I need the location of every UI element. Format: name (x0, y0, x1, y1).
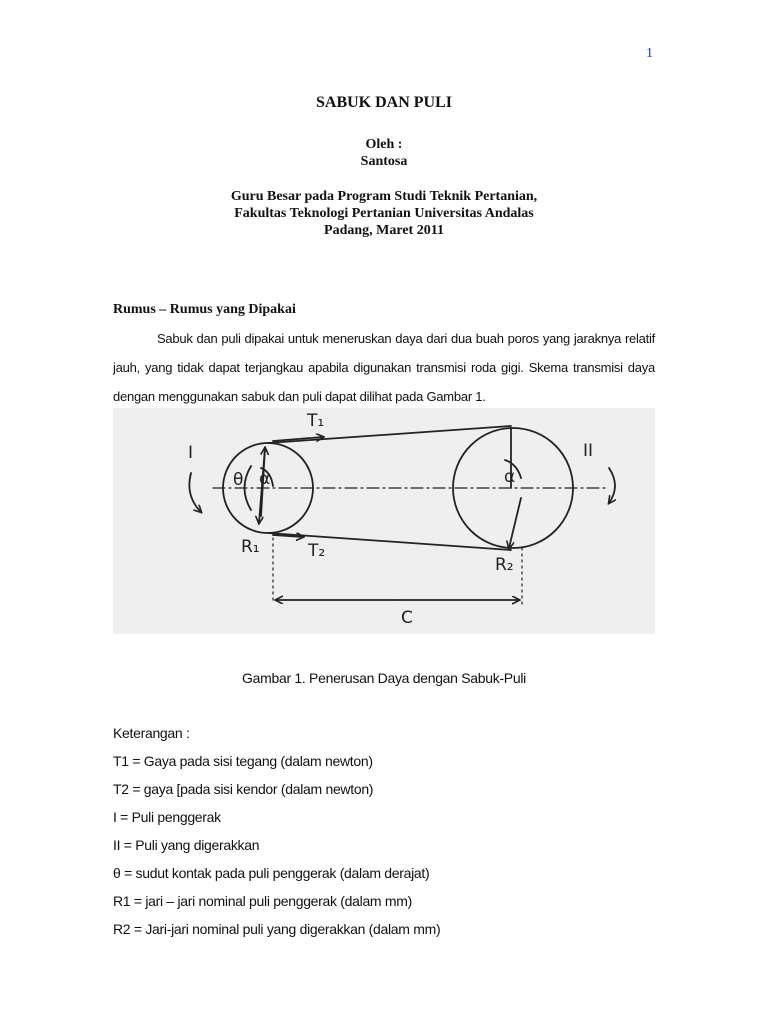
label-c: C (401, 608, 413, 628)
legend-item: R2 = Jari-jari nominal puli yang digerakkan (dalam mm) (113, 921, 441, 937)
figure-caption: Gambar 1. Penerusan Daya dengan Sabuk-Puli (242, 670, 526, 686)
driven-radius-bottom (509, 498, 521, 548)
label-r2: R₂ (495, 555, 514, 575)
figure-belt-pulley (113, 408, 655, 634)
author-name: Santosa (360, 154, 408, 169)
label-pulley-2: II (583, 441, 594, 461)
driven-rotation-arrow (609, 468, 615, 503)
legend-item: T2 = gaya [pada sisi kendor (dalam newton) (113, 781, 374, 797)
label-t1: T₁ (307, 411, 325, 431)
legend-item: θ = sudut kontak pada puli penggerak (dalam derajat) (113, 865, 430, 881)
page-number: 1 (646, 46, 653, 61)
belt-pulley-diagram (113, 408, 655, 634)
intro-paragraph (113, 324, 655, 411)
legend-item: T1 = Gaya pada sisi tegang (dalam newton) (113, 753, 373, 769)
legend-item: R1 = jari – jari nominal puli penggerak (dalam mm) (113, 893, 412, 909)
label-alpha-2: α (504, 467, 516, 487)
affiliation-line-2: Fakultas Teknologi Pertanian Universitas Andalas (234, 206, 534, 221)
label-theta: θ (233, 470, 244, 490)
label-t2: T₂ (308, 541, 326, 561)
byline-label: Oleh : (365, 137, 403, 152)
legend (113, 722, 440, 946)
page-title: SABUK DAN PULI (315, 94, 452, 111)
label-pulley-1: I (188, 443, 194, 463)
label-alpha-1: α (259, 469, 271, 489)
belt-tight-side (268, 426, 511, 443)
affiliation-line-1: Guru Besar pada Program Studi Teknik Pertanian, (230, 189, 538, 204)
affiliation-line-3: Padang, Maret 2011 (324, 223, 444, 238)
driver-rotation-arrow (189, 473, 201, 512)
section-heading: Rumus – Rumus yang Dipakai (113, 302, 296, 317)
legend-item: II = Puli yang digerakkan (113, 837, 260, 853)
legend-heading: Keterangan : (113, 725, 190, 741)
label-r1: R₁ (241, 537, 260, 557)
belt-slack-side (268, 533, 511, 550)
intro-paragraph-text: Sabuk dan puli dipakai untuk meneruskan daya dari dua buah poros yang jaraknya relatif jauh, yang tidak dapat terjangkau apabila digunakan transmisi roda gigi. Skema transmisi daya dengan menggunakan sabuk dan puli dapat dilihat pada Gambar 1. (113, 331, 655, 404)
legend-item: I = Puli penggerak (113, 809, 221, 825)
